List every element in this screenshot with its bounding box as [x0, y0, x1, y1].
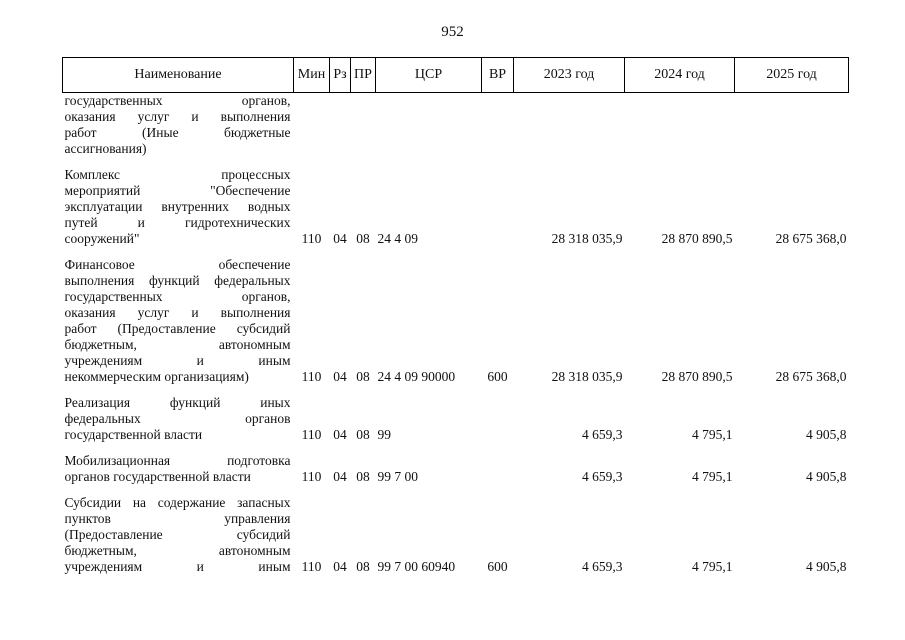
row-y2024-cell: [625, 93, 735, 158]
col-header-pr: ПР: [351, 58, 376, 93]
row-name-line: путей и гидротехнических: [64, 215, 291, 230]
row-y2023-cell: 28 318 035,9: [551, 231, 623, 246]
table-row: [63, 257, 849, 385]
row-rz-cell: 04: [333, 369, 347, 384]
budget-table: [62, 57, 849, 575]
col-header-2024: 2024 год: [625, 58, 735, 93]
row-vr-cell: [482, 93, 514, 158]
row-name-line: Финансовое обеспечение: [64, 257, 291, 272]
row-y2023-cell: 4 659,3: [582, 559, 623, 574]
row-gap: [63, 247, 849, 257]
table-row: [63, 93, 849, 158]
row-y2025-cell: 28 675 368,0: [775, 231, 847, 246]
row-y2025-cell: 4 905,8: [806, 559, 847, 574]
row-pr-cell: 08: [356, 469, 370, 484]
row-pr-cell: 08: [356, 427, 370, 442]
row-y2023-cell: 28 318 035,9: [551, 369, 623, 384]
row-name-line: работ (Иные бюджетные: [64, 125, 291, 140]
row-name-cell: [63, 257, 294, 385]
row-rz-cell: 04: [333, 469, 347, 484]
row-pr-cell: 08: [356, 231, 370, 246]
row-vr-cell: 600: [487, 369, 508, 384]
row-name-line: государственных органов,: [64, 289, 291, 304]
row-name-line: государственной власти: [64, 427, 203, 442]
row-name-line: эксплуатации внутренних водных: [64, 199, 291, 214]
row-name-cell: [63, 495, 294, 575]
row-min-cell: 110: [301, 427, 322, 442]
row-name-line: работ (Предоставление субсидий: [64, 321, 291, 336]
row-name-line: (Предоставление субсидий: [64, 527, 291, 542]
row-vr-cell: 600: [487, 559, 508, 574]
row-y2025-cell: 4 905,8: [806, 469, 847, 484]
row-pr-cell: 08: [356, 369, 370, 384]
table-row: [63, 395, 849, 443]
col-header-rz: Рз: [330, 58, 351, 93]
row-csr-cell: 24 4 09 90000: [377, 369, 456, 384]
row-rz-cell: 04: [333, 427, 347, 442]
row-y2023-cell: 4 659,3: [582, 427, 623, 442]
row-name-line: федеральных органов: [64, 411, 291, 426]
row-csr-cell: 99 7 00: [377, 469, 418, 484]
row-vr-cell: [482, 167, 514, 247]
row-name-line: выполнения функций федеральных: [64, 273, 291, 288]
col-header-2025: 2025 год: [735, 58, 849, 93]
row-csr-cell: 99 7 00 60940: [377, 559, 456, 574]
col-header-csr: ЦСР: [376, 58, 482, 93]
row-name-line: сооружений": [64, 231, 140, 246]
row-y2024-cell: 4 795,1: [692, 427, 733, 442]
row-y2025-cell: 28 675 368,0: [775, 369, 847, 384]
table-row: [63, 453, 849, 485]
row-name-line: оказания услуг и выполнения: [64, 305, 291, 320]
table-header-row: [63, 58, 849, 93]
row-min-cell: 110: [301, 469, 322, 484]
row-name-line: учреждениям и иным: [64, 353, 291, 368]
row-gap: [63, 385, 849, 395]
row-csr-cell: 99: [377, 427, 391, 442]
row-name-line: мероприятий "Обеспечение: [64, 183, 291, 198]
row-name-line: Субсидии на содержание запасных: [64, 495, 291, 510]
row-rz-cell: [330, 93, 351, 158]
row-csr-cell: [376, 93, 482, 158]
table-row: [63, 495, 849, 575]
row-name-line: учреждениям и иным: [64, 559, 291, 574]
row-min-cell: 110: [301, 559, 322, 574]
row-y2024-cell: 4 795,1: [692, 469, 733, 484]
row-rz-cell: 04: [333, 231, 347, 246]
row-y2024-cell: 28 870 890,5: [661, 369, 733, 384]
row-rz-cell: 04: [333, 559, 347, 574]
row-name-line: оказания услуг и выполнения: [64, 109, 291, 124]
row-min-cell: 110: [301, 231, 322, 246]
row-y2024-cell: 4 795,1: [692, 559, 733, 574]
row-gap-cell: [63, 443, 849, 453]
row-pr-cell: [351, 93, 376, 158]
row-gap-cell: [63, 157, 849, 167]
row-name-line: Комплекс процессных: [64, 167, 291, 182]
col-header-name: Наименование: [63, 58, 294, 93]
row-min-cell: [294, 93, 330, 158]
row-name-line: пунктов управления: [64, 511, 291, 526]
row-min-cell: 110: [301, 369, 322, 384]
row-gap-cell: [63, 385, 849, 395]
row-vr-cell: [482, 453, 514, 485]
row-name-cell: [63, 395, 294, 443]
row-name-line: бюджетным, автономным: [64, 337, 291, 352]
col-header-2023: 2023 год: [514, 58, 625, 93]
row-name-line: некоммерческим организациям): [64, 369, 249, 384]
row-name-line: ассигнования): [64, 141, 147, 156]
row-gap: [63, 485, 849, 495]
row-y2023-cell: 4 659,3: [582, 469, 623, 484]
row-name-line: Реализация функций иных: [64, 395, 291, 410]
row-name-cell: [63, 167, 294, 247]
row-pr-cell: 08: [356, 559, 370, 574]
row-gap: [63, 443, 849, 453]
row-gap: [63, 157, 849, 167]
row-name-line: государственных органов,: [64, 93, 291, 108]
row-name-line: бюджетным, автономным: [64, 543, 291, 558]
table-row: [63, 167, 849, 247]
row-y2025-cell: 4 905,8: [806, 427, 847, 442]
col-header-vr: ВР: [482, 58, 514, 93]
row-name-line: органов государственной власти: [64, 469, 251, 484]
row-y2023-cell: [514, 93, 625, 158]
table-body: [63, 93, 849, 576]
row-y2024-cell: 28 870 890,5: [661, 231, 733, 246]
row-vr-cell: [482, 395, 514, 443]
row-gap-cell: [63, 485, 849, 495]
row-name-line: Мобилизационная подготовка: [64, 453, 291, 468]
row-name-cell: [63, 453, 294, 485]
row-y2025-cell: [735, 93, 849, 158]
col-header-min: Мин: [294, 58, 330, 93]
row-name-cell: [63, 93, 294, 158]
page-number: 952: [441, 24, 464, 40]
row-csr-cell: 24 4 09: [377, 231, 418, 246]
row-gap-cell: [63, 247, 849, 257]
